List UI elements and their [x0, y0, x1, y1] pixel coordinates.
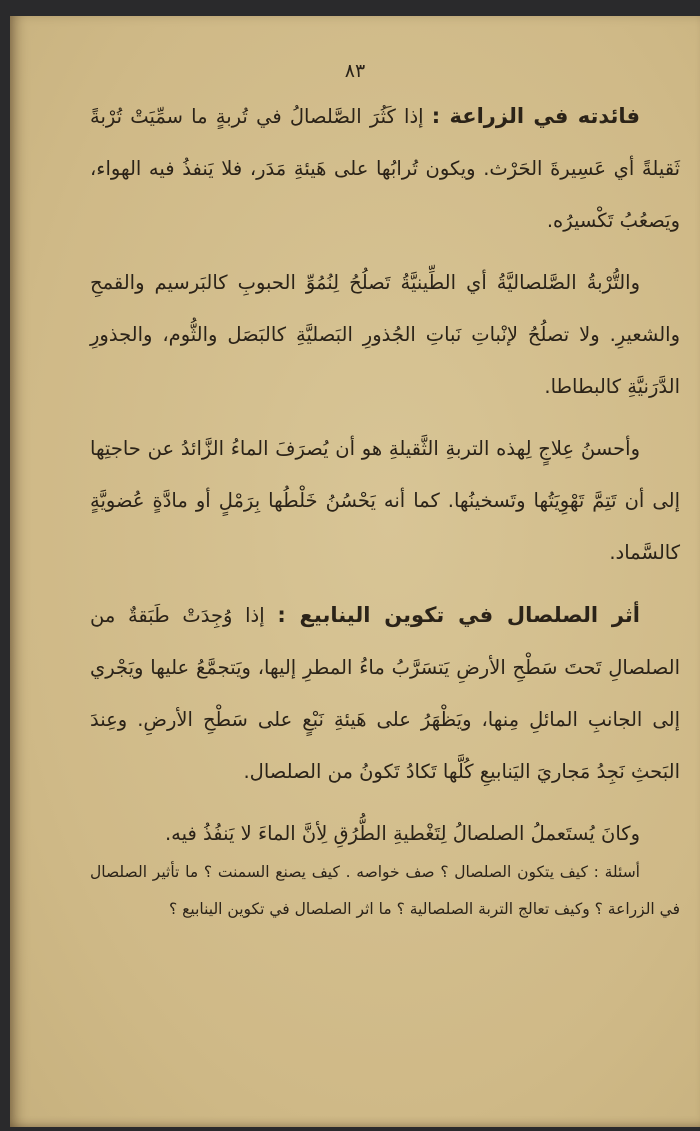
paragraph-farming-benefit: [90, 90, 680, 247]
paragraph-text: إذا كَثُرَ الصَّلصالُ في تُربةٍ ما سمِّيَتْ تُرْبةً ثَقيلةً أي عَسِيرةَ الحَرْث. ويكون تُرابُها على هَيئةِ مَدَر، فلا يَنفذُ فيه الهواء، ويَصعُبُ تَكْسيرُه.: [90, 105, 680, 232]
paragraph-springs: [90, 589, 680, 798]
section-heading-springs: أثر الصلصال في تكوين الينابيع :: [277, 603, 640, 627]
paragraph-treatment: [90, 423, 680, 579]
body-text: [90, 90, 680, 870]
paragraph-text: وأحسنُ عِلاجٍ لِهذه التربةِ الثَّقيلةِ هو أن يُصرَفَ الماءُ الزَّائدُ عن حاجتِها إلى أن تَتِمَّ تَهْوِيَتُها وتَسخينُها. كما أنه يَحْسُنُ خَلْطُها بِرَمْلٍ أو مادَّةٍ عُضويَّةٍ كالسَّماد.: [90, 437, 680, 564]
section-heading-farming: فائدته في الزراعة :: [431, 104, 640, 128]
page-number: ٨٣: [344, 60, 366, 82]
paragraph-text: إذا وُجِدَتْ طَبَقةٌ من الصلصالِ تَحتَ سَطْحِ الأرضِ يَتسَرَّبُ ماءُ المطرِ إليها، ويَتجمَّعُ عليها ويَجْري إلى الجانبِ المائلِ مِنها، ويَظْهَرُ على هَيئةِ نَبْعٍ على سَطْحِ الأرضِ. وعِندَ البَحثِ نَجِدُ مَجاريَ اليَنابيعِ كُلَّها تَكادُ تَكونُ من الصلصال.: [90, 604, 680, 783]
paragraph-clay-soil: [90, 257, 680, 413]
questions-block: أسئلة : كيف يتكون الصلصال ؟ صف خواصه . كيف يصنع السمنت ؟ ما تأثير الصلصال في الزراعة ؟ وكيف تعالج التربة الصلصالية ؟ ما اثر الصلصال في تكوين الينابيع ؟: [90, 863, 680, 918]
book-page: [10, 16, 700, 1127]
paragraph-roads: [90, 808, 680, 860]
paragraph-text: والتُّرْبةُ الصَّلصاليَّةُ أي الطِّينيَّةُ تَصلُحُ لِنُمُوِّ الحبوبِ كالبَرسيم والقمحِ والشعيرِ. ولا تصلُحُ لإنْباتِ نَباتِ الجُذورِ البَصليَّةِ كالبَصَل والثُّوم، والجذورِ الدَّرَنيَّةِ كالبطاطا.: [90, 271, 680, 398]
paragraph-text: وكانَ يُستَعملُ الصلصالُ لِتَغْطيةِ الطُّرُقِ لِأنَّ الماءَ لا يَنفُذُ فيه.: [164, 822, 640, 845]
